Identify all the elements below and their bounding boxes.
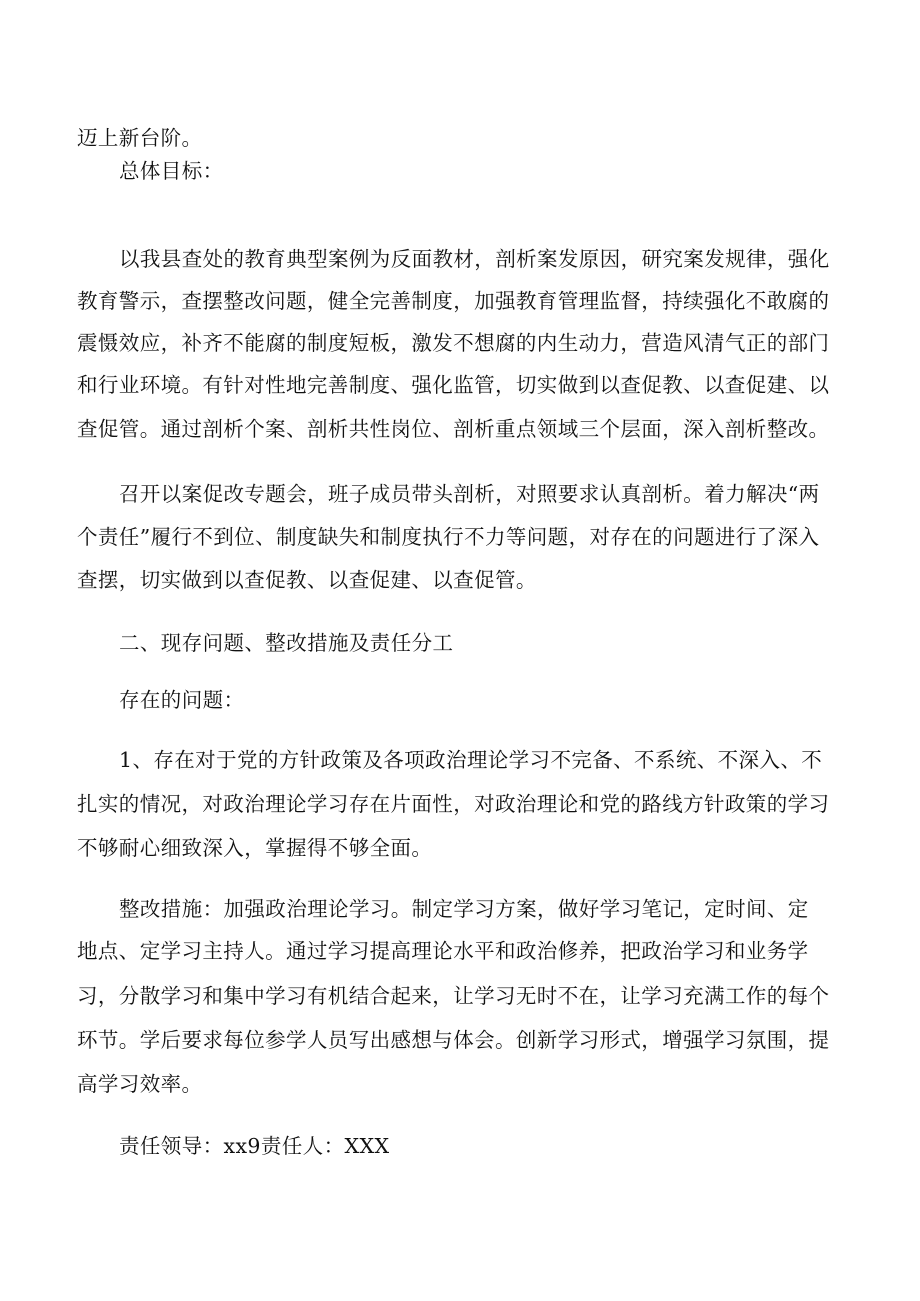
paragraph-line: 查摆，切实做到以查促教、以查促建、以查促管。 (77, 568, 537, 592)
paragraph-line: 召开以案促改专题会，班子成员带头剖析，对照要求认真剖析。着力解决“两 (119, 482, 820, 506)
section-heading: 二、现存问题、整改措施及责任分工 (119, 631, 454, 655)
paragraph-line: 迈上新台阶。 (77, 126, 203, 150)
paragraph-line: 习，分散学习和集中学习有机结合起来，让学习无时不在，让学习充满工作的每个 (77, 984, 830, 1008)
paragraph-line: 个责任”履行不到位、制度缺失和制度执行不力等问题，对存在的问题进行了深入 (77, 525, 820, 549)
paragraph-line: 不够耐心细致深入，掌握得不够全面。 (77, 836, 433, 860)
paragraph-line: 查促管。通过剖析个案、剖析共性岗位、剖析重点领域三个层面，深入剖析整改。 (77, 417, 830, 441)
paragraph-line: 地点、定学习主持人。通过学习提高理论水平和政治修养，把政治学习和业务学 (77, 939, 809, 963)
paragraph-line: 环节。学后要求每位参学人员写出感想与体会。创新学习形式，增强学习氛围，提 (77, 1028, 830, 1052)
section-label: 总体目标： (119, 159, 224, 183)
paragraph-line: 扎实的情况，对政治理论学习存在片面性，对政治理论和党的路线方针政策的学习 (77, 792, 830, 816)
responsibility-line: 责任领导：xx9责任人：XXX (119, 1134, 390, 1158)
section-label: 存在的问题： (119, 688, 245, 712)
paragraph-line: 教育警示，查摆整改问题，健全完善制度，加强教育管理监督，持续强化不敢腐的 (77, 289, 830, 313)
paragraph-line: 高学习效率。 (77, 1072, 203, 1096)
paragraph-line: 震慑效应，补齐不能腐的制度短板，激发不想腐的内生动力，营造风清气正的部门 (77, 331, 830, 355)
paragraph-line: 以我县查处的教育典型案例为反面教材，剖析案发原因，研究案发规律，强化 (119, 247, 830, 271)
paragraph-line: 和行业环境。有针对性地完善制度、强化监管，切实做到以查促教、以查促建、以 (77, 373, 830, 397)
paragraph-line: 整改措施：加强政治理论学习。制定学习方案，做好学习笔记，定时间、定 (119, 897, 809, 921)
paragraph-line: 1、存在对于党的方针政策及各项政治理论学习不完备、不系统、不深入、不 (119, 748, 823, 772)
